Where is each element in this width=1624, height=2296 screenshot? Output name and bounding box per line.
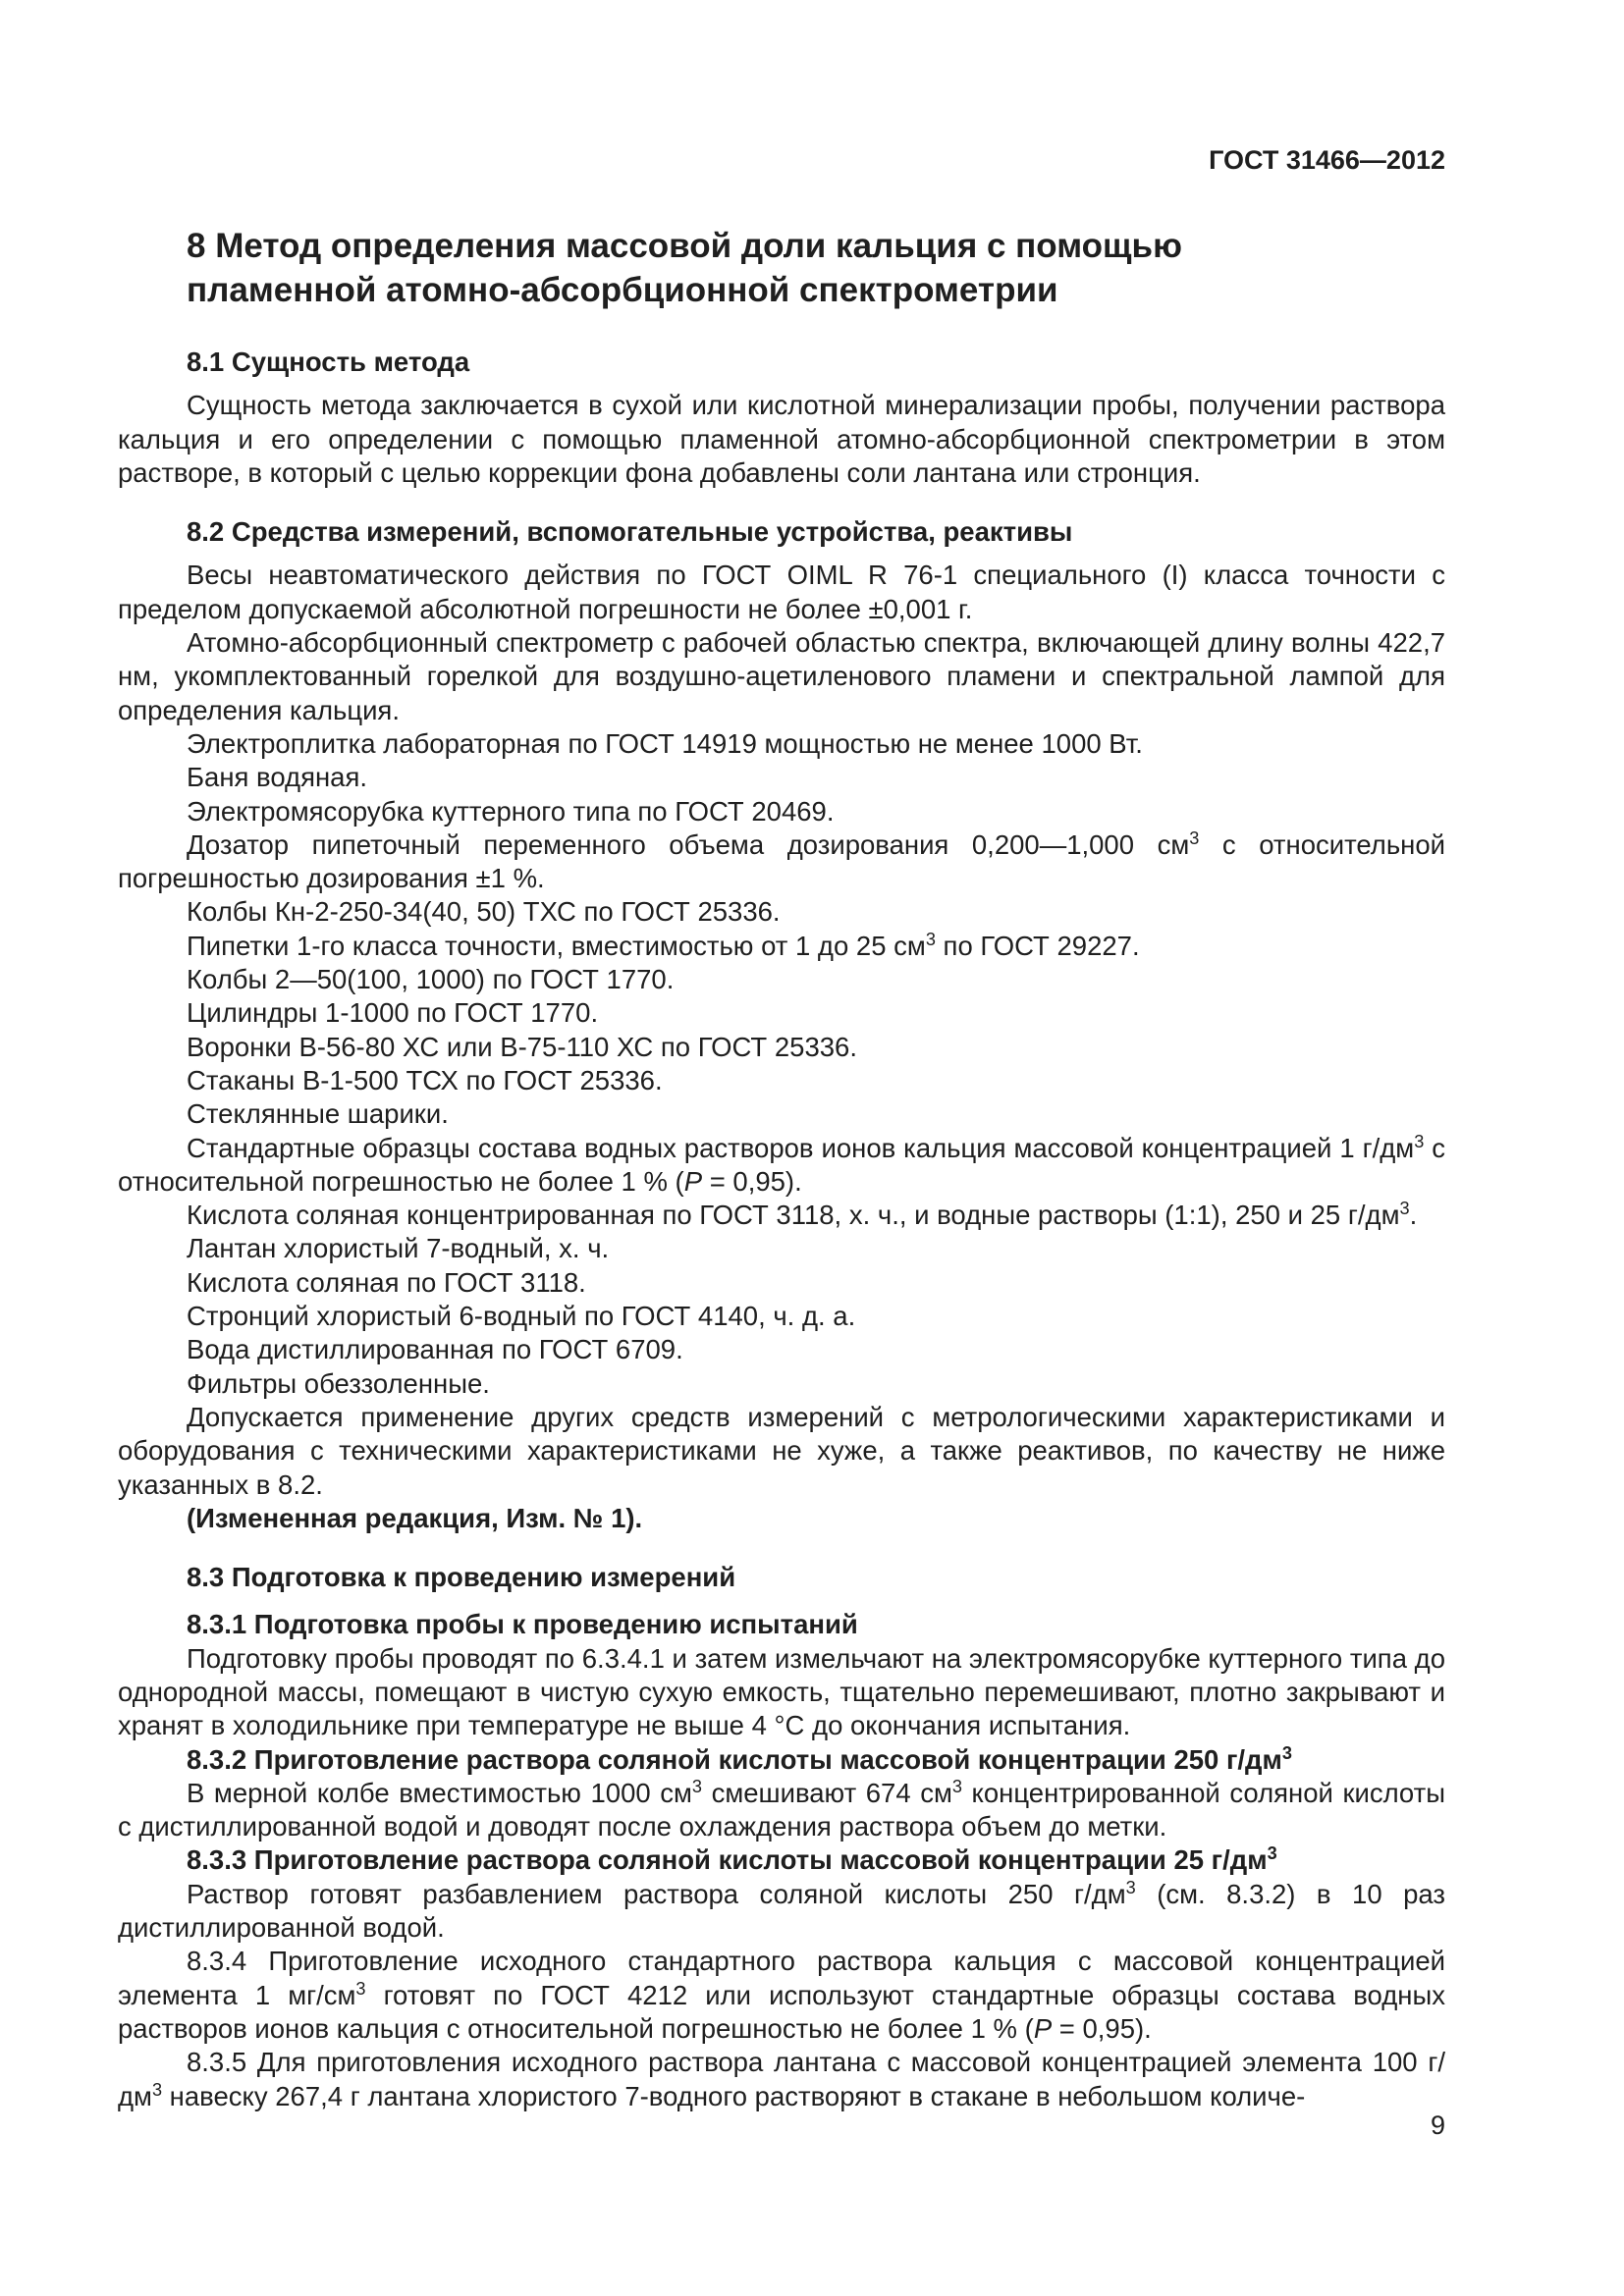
item-beakers: Стаканы В-1-500 ТСХ по ГОСТ 25336.	[187, 1064, 663, 1095]
item-reference-samples: Стандартные образцы состава водных растворов ионов кальция массовой концентрацией 1 $г/дм^3$ с относительной погрешностью не более 1 % (P = 0,95).	[118, 1131, 1446, 1197]
item-filters: Фильтры обеззоленные.	[187, 1367, 490, 1399]
section-8-3-3-heading: 8.3.3 Приготовление раствора соляной кислоты массовой концентрации 25 $г/дм^3$	[187, 1843, 1277, 1876]
page-content	[118, 224, 1445, 2113]
item-strontium: Стронций хлористый 6-водный по ГОСТ 4140, ч. д. а.	[187, 1301, 856, 1332]
method-essence-paragraph: Сущность метода заключается в сухой или кислотной минерализации пробы, получении раствора кальция и его определении с помощью пламенной атомно-абсорбционной спектрометрии в этом растворе, в который с целью коррекции фона добавлены соли лантана или стронция.	[118, 390, 1445, 488]
item-hcl: Кислота соляная по ГОСТ 3118.	[187, 1266, 586, 1298]
standard-number: ГОСТ 31466—2012	[1209, 145, 1445, 175]
item-pipettes: Пипетки 1-го класса точности, вместимостью от 1 до 25 $см^3$ по ГОСТ 29227.	[187, 929, 1140, 961]
item-cylinders: Цилиндры 1-1000 по ГОСТ 1770.	[187, 997, 599, 1029]
amendment-note: (Измененная редакция, Изм. № 1).	[187, 1502, 643, 1533]
allowed-alternatives-paragraph: Допускается применение других средств измерений с метрологическими характеристиками и оборудования с техническими характеристиками не хуже, а также реактивов, по качеству не ниже указанных в 8.2.	[118, 1401, 1445, 1500]
item-scales: Весы неавтоматического действия по ГОСТ OIML R 76-1 специального (I) класса точности с пределом допускаемой абсолютной погрешности не более ±0,001 г.	[118, 560, 1445, 624]
section-8-1-heading: 8.1 Сущность метода	[187, 347, 470, 377]
hcl-25-paragraph: Раствор готовят разбавлением раствора соляной кислоты 250 $г/дм^3$ (см. 8.3.2) в 10 раз дистиллированной водой.	[118, 1877, 1445, 1944]
item-water-bath: Баня водяная.	[187, 762, 368, 793]
item-hotplate: Электроплитка лабораторная по ГОСТ 14919 мощностью не менее 1000 Вт.	[187, 727, 1143, 759]
section-8-3-5-paragraph: 8.3.5 Для приготовления исходного раствора лантана с массовой концентрацией элемента 100 $г/дм^3$ навеску 267,4 г лантана хлористого 7-водного растворяют в стакане в небольшом количе-	[118, 2047, 1445, 2111]
section-8-3-1-heading: 8.3.1 Подготовка пробы к проведению испытаний	[187, 1609, 858, 1640]
hcl-250-paragraph: В мерной колбе вместимостью 1000 $см^3$ смешивают 674 $см^3$ концентрированной соляной кислоты с дистиллированной водой и доводят после охлаждения раствора объем до метки.	[118, 1776, 1445, 1842]
item-hcl-concentrated: Кислота соляная концентрированная по ГОСТ 3118, х. ч., и водные растворы (1:1), 250 и 25 $г/дм^3$.	[187, 1199, 1418, 1231]
section-8-3-4-paragraph: 8.3.4 Приготовление исходного стандартного раствора кальция с массовой концентрацией элемента 1 $мг/см^3$ готовят по ГОСТ 4212 или используют стандартные образцы состава водных растворов ионов кальция с относительной погрешностью не более 1 % (P = 0,95).	[118, 1946, 1445, 2044]
section-8-2-heading: 8.2 Средства измерений, вспомогательные устройства, реактивы	[187, 516, 1073, 548]
section-8-3-2-heading: 8.3.2 Приготовление раствора соляной кислоты массовой концентрации 250 $г/дм^3$	[187, 1742, 1292, 1775]
item-flasks-kn: Колбы Кн-2-250-34(40, 50) ТХС по ГОСТ 25336.	[187, 896, 781, 928]
item-meat-grinder: Электромясорубка куттерного типа по ГОСТ 20469.	[187, 795, 835, 827]
section-8-3-heading: 8.3 Подготовка к проведению измерений	[187, 1562, 736, 1593]
item-flasks-2: Колбы 2—50(100, 1000) по ГОСТ 1770.	[187, 964, 675, 995]
page-number: 9	[1430, 2110, 1445, 2140]
sample-preparation-paragraph: Подготовку пробы проводят по 6.3.4.1 и затем измельчают на электромясорубке куттерного типа до однородной массы, помещают в чистую сухую емкость, тщательно перемешивают, плотно закрывают и хранят в холодильнике при температуре не выше 4 °С до окончания испытания.	[118, 1642, 1445, 1741]
item-funnels: Воронки В-56-80 ХС или В-75-110 ХС по ГОСТ 25336.	[187, 1031, 857, 1062]
section-8-title: 8 Метод определения массовой доли кальция с помощью пламенной атомно-абсорбционной спектрометрии	[187, 227, 1182, 309]
item-lanthanum: Лантан хлористый 7-водный, х. ч.	[187, 1233, 610, 1264]
item-distilled-water: Вода дистиллированная по ГОСТ 6709.	[187, 1334, 683, 1365]
item-glass-beads: Стеклянные шарики.	[187, 1098, 449, 1130]
item-spectrometer: Атомно-абсорбционный спектрометр с рабочей областью спектра, включающей длину волны 422,7 нм, укомплектованный горелкой для воздушно-ацетиленового пламени и спектральной лампой для определения кальция.	[118, 627, 1445, 725]
item-pipette-dispenser: Дозатор пипеточный переменного объема дозирования 0,200—1,000 $см^3$ с относительной погрешностью дозирования ±1 %.	[118, 828, 1445, 894]
